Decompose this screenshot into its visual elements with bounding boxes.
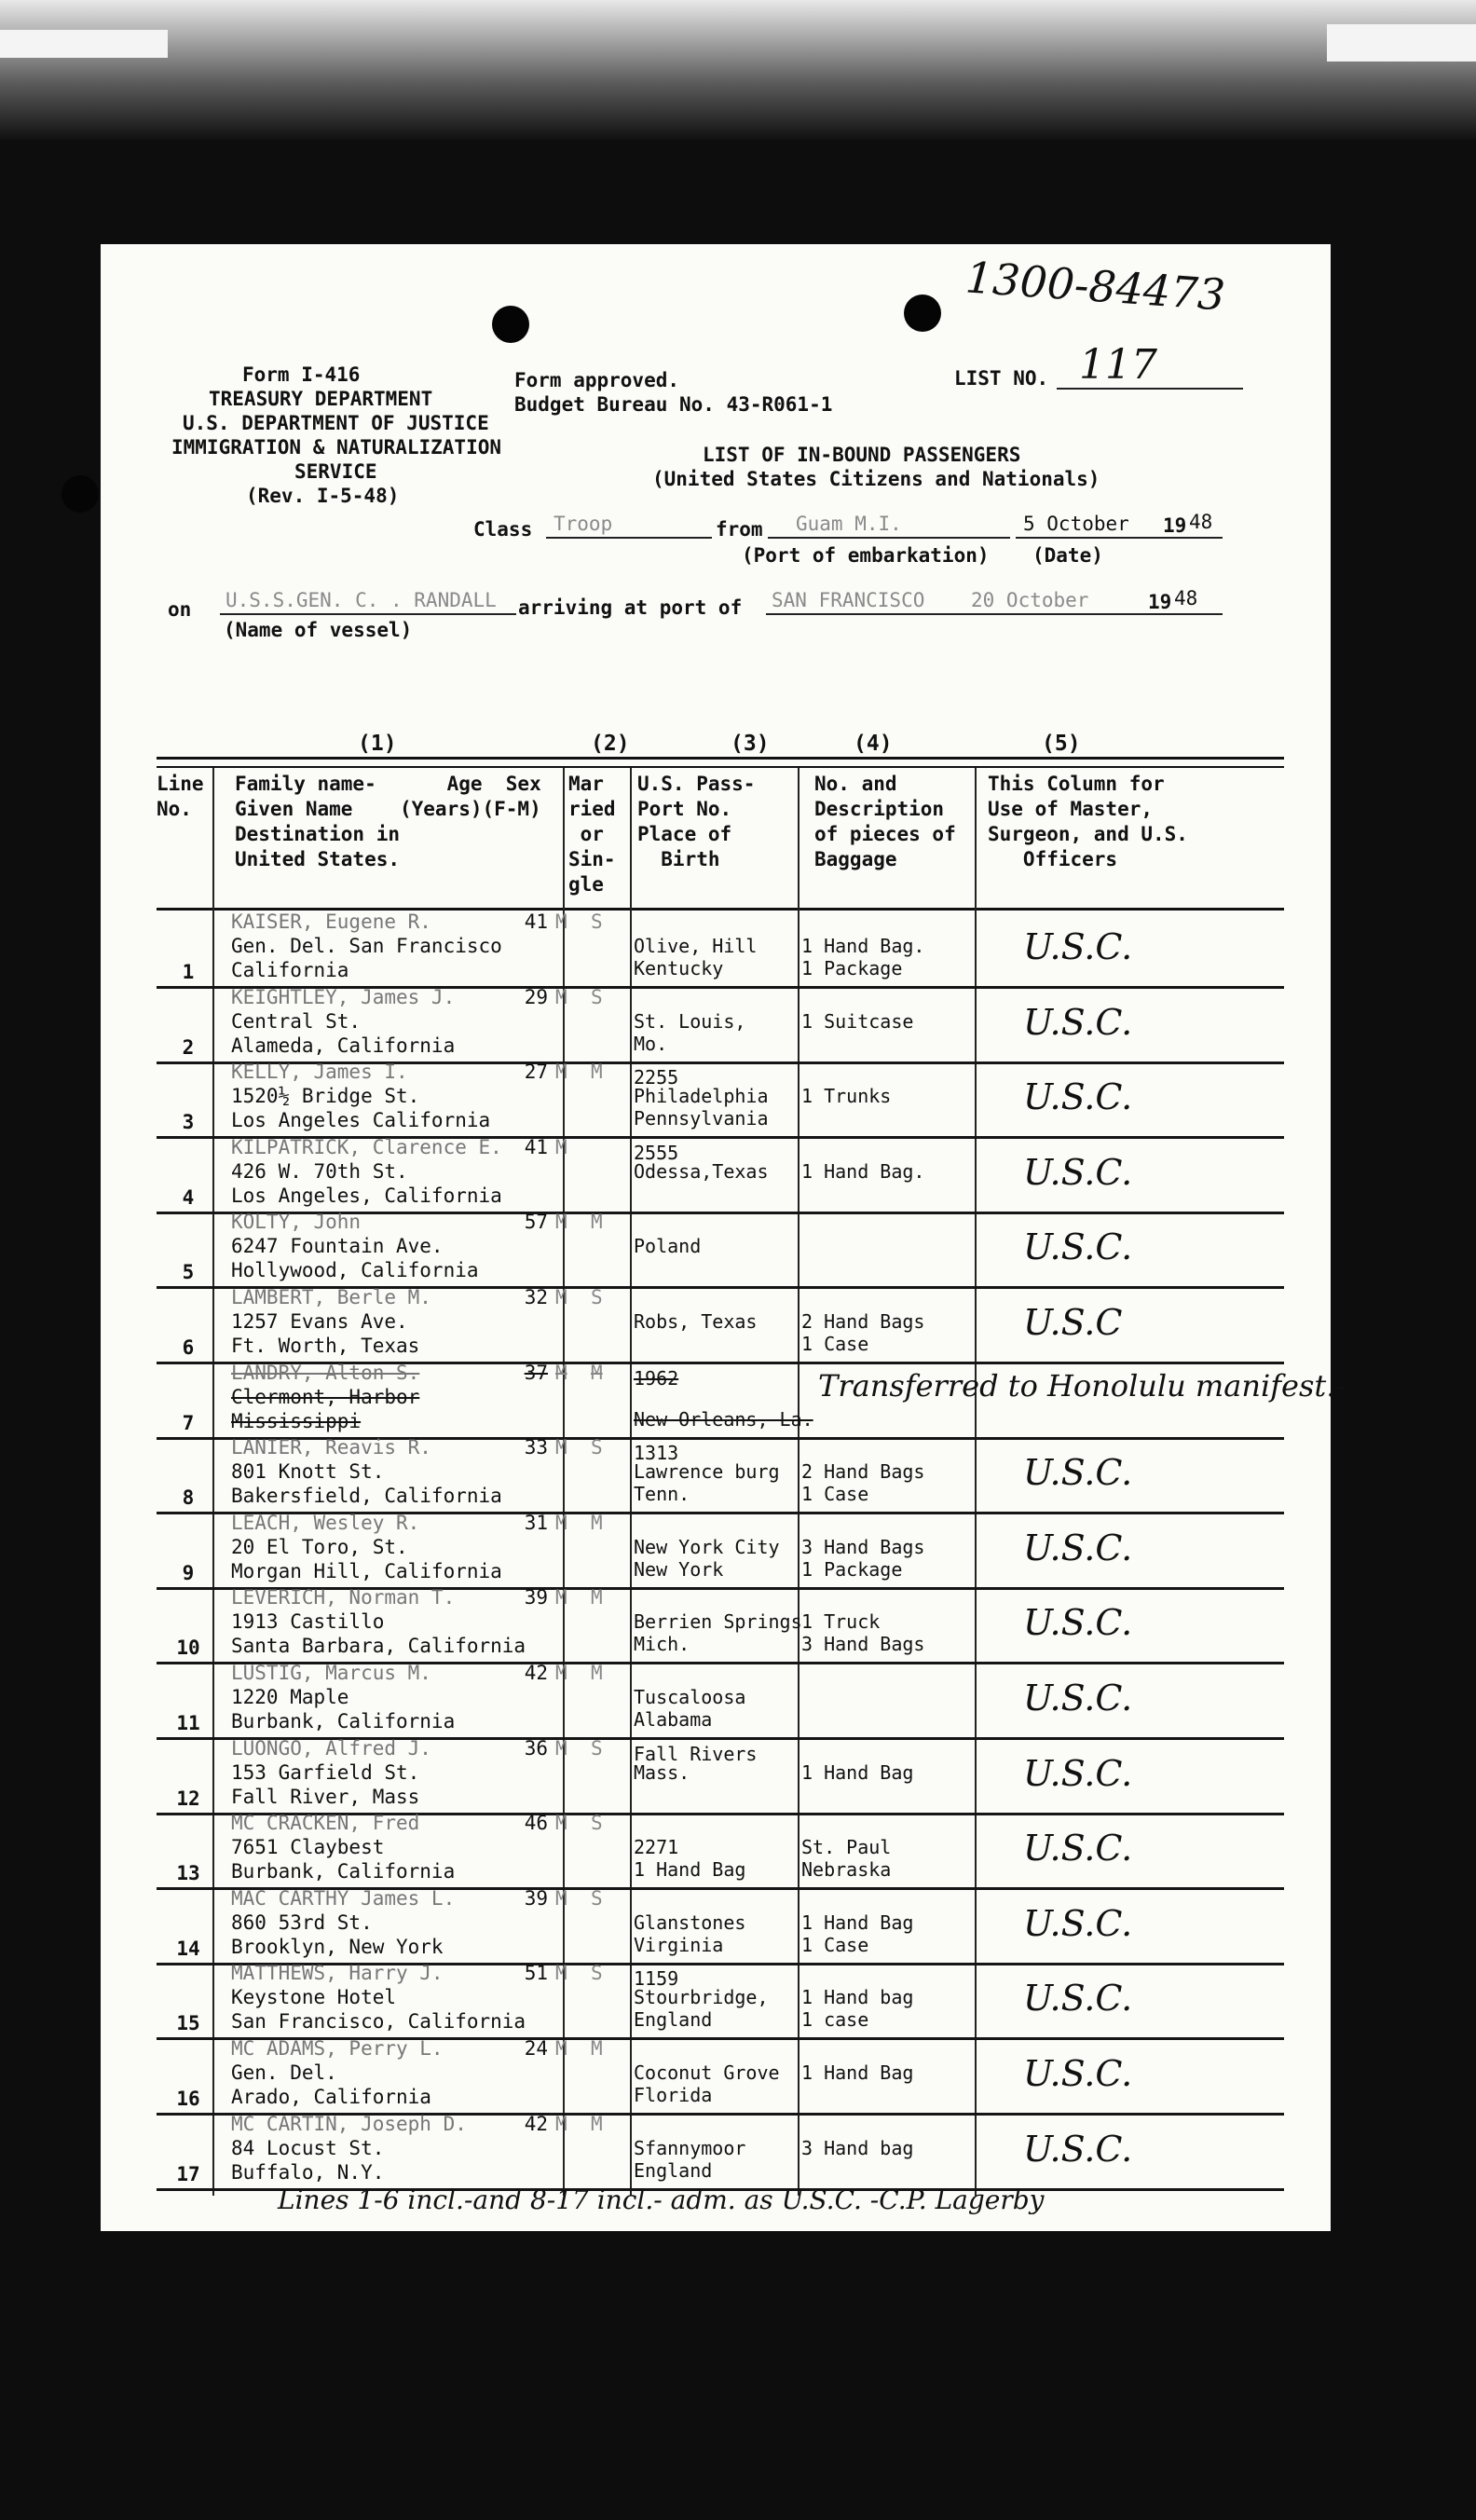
officer-mark: U.S.C. xyxy=(1023,1001,1133,1043)
place-of-birth: Coconut Grove xyxy=(634,2061,780,2084)
age: 51 xyxy=(524,1962,548,1985)
baggage: 1 Hand bag xyxy=(801,1986,914,2009)
age: 24 xyxy=(524,2037,548,2060)
table-top-rule xyxy=(157,757,1284,760)
baggage-extra: 1 case xyxy=(801,2008,869,2032)
line-number: 13 xyxy=(176,1862,200,1885)
marital-status: S xyxy=(591,1886,603,1910)
department-1: TREASURY DEPARTMENT xyxy=(209,388,433,410)
place-of-birth-state: New York xyxy=(634,1557,724,1581)
age: 37 xyxy=(524,1361,548,1384)
arrival-port: SAN FRANCISCO xyxy=(772,589,925,611)
vessel-underline xyxy=(220,613,516,615)
sex: M xyxy=(555,2112,567,2135)
table-row xyxy=(157,2038,1284,2116)
line-number: 1 xyxy=(182,961,195,983)
punch-hole xyxy=(62,475,99,513)
date-underline xyxy=(1016,537,1223,539)
street-address: 1913 Castillo xyxy=(231,1610,385,1634)
street-address: Central St. xyxy=(231,1009,362,1033)
officer-mark: U.S.C. xyxy=(1023,1678,1133,1719)
baggage-extra: 1 Package xyxy=(801,957,903,979)
baggage-extra: 1 Case xyxy=(801,1333,869,1355)
place-of-birth: Lawrence burg xyxy=(634,1460,780,1484)
table-row xyxy=(157,1513,1284,1590)
sex: M xyxy=(555,1662,567,1684)
family-name: LANIER, Reavis R. xyxy=(231,1436,431,1459)
line-number: 14 xyxy=(176,1937,200,1960)
street-address: 1220 Maple xyxy=(231,1686,349,1708)
table-row xyxy=(157,911,1284,989)
sex: M xyxy=(555,985,567,1008)
list-no-value: 117 xyxy=(1079,341,1157,389)
col-number-5: (5) xyxy=(1042,732,1081,756)
from-underline xyxy=(768,537,1010,539)
place-of-birth: Olive, Hill xyxy=(634,935,758,957)
line-number: 6 xyxy=(182,1336,195,1359)
sex: M xyxy=(555,1061,567,1084)
baggage: 1 Hand Bag. xyxy=(801,935,925,957)
street-address: Keystone Hotel xyxy=(231,1986,397,2009)
age: 29 xyxy=(524,985,548,1008)
place-of-birth: Tuscaloosa xyxy=(634,1686,746,1708)
department-2: U.S. DEPARTMENT OF JUSTICE xyxy=(183,412,489,434)
table-row xyxy=(157,1361,1346,1440)
place-of-birth: Sfannymoor xyxy=(634,2136,746,2159)
sex: M xyxy=(555,1812,567,1835)
transfer-note: Transferred to Honolulu manifest.- xyxy=(818,1367,1346,1404)
baggage: 1 Suitcase xyxy=(801,1009,914,1033)
place-of-birth-state: Florida xyxy=(634,2084,713,2106)
place-of-birth: St. Louis, xyxy=(634,1009,746,1033)
family-name: MATTHEWS, Harry J. xyxy=(231,1962,444,1985)
table-row xyxy=(157,2114,1284,2191)
passport-no: 1313 xyxy=(634,1442,679,1465)
place-of-birth-state: 1 Hand Bag xyxy=(634,1858,746,1882)
sex: M xyxy=(555,1361,567,1384)
sex: M xyxy=(555,1962,567,1985)
list-subtitle: (United States Citizens and Nationals) xyxy=(652,468,1100,490)
street-address: 1520½ Bridge St. xyxy=(231,1085,420,1108)
baggage: 1 Hand Bag xyxy=(801,2061,914,2084)
place-of-birth: Stourbridge, xyxy=(634,1986,769,2009)
arrival-year: 48 xyxy=(1174,587,1198,609)
marital-status: S xyxy=(591,985,603,1008)
date-value: 5 October xyxy=(1023,513,1129,535)
baggage: 1 Trunks xyxy=(801,1085,892,1108)
officer-mark: U.S.C. xyxy=(1023,1902,1133,1944)
vessel-caption: (Name of vessel) xyxy=(224,619,413,641)
sex: M xyxy=(555,1736,567,1760)
place-of-birth-state: Kentucky xyxy=(634,957,724,979)
form-number: Form I-416 xyxy=(242,363,361,386)
family-name: LUONGO, Alfred J. xyxy=(231,1736,431,1760)
officer-mark: U.S.C. xyxy=(1023,2053,1133,2094)
marital-status: M xyxy=(591,1061,603,1084)
on-label: on xyxy=(168,598,192,621)
col-passenger: Family name- Age Sex Given Name (Years)(F-M) Destination in United States. xyxy=(235,773,541,870)
place-of-birth-state: Mo. xyxy=(634,1032,668,1055)
age: 42 xyxy=(524,2112,548,2135)
officer-mark: U.S.C. xyxy=(1023,1602,1133,1644)
table-row xyxy=(157,1963,1284,2040)
place-of-birth-state: Tenn. xyxy=(634,1483,690,1506)
department-4: SERVICE xyxy=(294,460,377,483)
marital-status: S xyxy=(591,911,603,933)
street-address: 426 W. 70th St. xyxy=(231,1159,408,1183)
table-row xyxy=(157,1287,1284,1364)
family-name: KEIGHTLEY, James J. xyxy=(231,985,456,1008)
file-number: 1300-84473 xyxy=(964,252,1227,321)
vessel-value: U.S.S.GEN. C. . RANDALL xyxy=(226,589,497,611)
street-address: 1257 Evans Ave. xyxy=(231,1310,408,1333)
age: 32 xyxy=(524,1286,548,1308)
destination: Santa Barbara, California xyxy=(231,1635,526,1658)
officer-mark: U.S.C xyxy=(1023,1302,1123,1343)
family-name: MC CRACKEN, Fred xyxy=(231,1812,420,1835)
passport-no: 1962 xyxy=(634,1366,679,1390)
age: 31 xyxy=(524,1511,548,1534)
officer-mark: U.S.C. xyxy=(1023,1752,1133,1794)
place-of-birth-state: New Orleans, La. xyxy=(634,1407,813,1431)
family-name: LANDRY, Alton S. xyxy=(231,1361,420,1384)
punch-hole xyxy=(904,294,941,332)
destination: California xyxy=(231,959,349,981)
line-number: 15 xyxy=(176,2012,200,2035)
place-of-birth-state: England xyxy=(634,2158,713,2182)
date-caption: (Date) xyxy=(1032,544,1103,567)
place-of-birth: Poland xyxy=(634,1235,702,1258)
col-passport: U.S. Pass- Port No. Place of Birth xyxy=(637,773,756,870)
place-of-birth: Odessa,Texas xyxy=(634,1159,769,1183)
family-name: LAMBERT, Berle M. xyxy=(231,1286,431,1308)
age: 39 xyxy=(524,1586,548,1609)
destination: Hollywood, California xyxy=(231,1259,479,1282)
passport-no: Fall Rivers xyxy=(634,1742,758,1765)
from-label: from xyxy=(716,518,763,541)
list-no-label: LIST NO. xyxy=(954,367,1049,390)
table-row xyxy=(157,1813,1284,1890)
baggage: 2 Hand Bags xyxy=(801,1460,925,1484)
marital-status: M xyxy=(591,1361,603,1384)
family-name: MAC CARTHY James L. xyxy=(231,1886,456,1910)
family-name: KAISER, Eugene R. xyxy=(231,911,431,933)
col-officers: This Column for Use of Master, Surgeon, and U.S. Officers xyxy=(988,773,1188,870)
destination: Fall River, Mass xyxy=(231,1785,420,1808)
street-address: 860 53rd St. xyxy=(231,1911,373,1934)
footer-note: Lines 1-6 incl.-and 8-17 incl.- adm. as U.S.C. -C.P. Lagerby xyxy=(278,2184,1045,2215)
family-name: KOLTY, John xyxy=(231,1211,362,1234)
sex: M xyxy=(555,1211,567,1234)
marital-status: M xyxy=(591,2112,603,2135)
class-value: Troop xyxy=(554,513,613,535)
destination: Los Angeles California xyxy=(231,1109,491,1132)
arrival-date: 20 October xyxy=(971,589,1089,611)
place-of-birth: Mass. xyxy=(634,1760,690,1784)
officer-mark: U.S.C. xyxy=(1023,926,1133,967)
marital-status: S xyxy=(591,1962,603,1985)
marital-status: S xyxy=(591,1286,603,1308)
col-number-3: (3) xyxy=(731,732,770,756)
line-number: 9 xyxy=(182,1561,195,1584)
port-caption: (Port of embarkation) xyxy=(742,544,990,567)
baggage: 1 Hand Bag. xyxy=(801,1159,925,1183)
destination: Alameda, California xyxy=(231,1034,456,1057)
street-address: 153 Garfield St. xyxy=(231,1760,420,1784)
department-3: IMMIGRATION & NATURALIZATION xyxy=(171,436,502,459)
place-of-birth: Glanstones xyxy=(634,1911,746,1934)
scan-artifact xyxy=(1327,24,1476,62)
budget-bureau: Budget Bureau No. 43-R061-1 xyxy=(514,393,833,416)
place-of-birth: 2271 xyxy=(634,1836,679,1859)
manifest-page xyxy=(101,244,1346,2231)
year-prefix: 19 xyxy=(1163,514,1187,537)
baggage-extra: 1 Package xyxy=(801,1557,903,1581)
destination: Burbank, California xyxy=(231,1710,456,1732)
col-number-2: (2) xyxy=(591,732,630,756)
line-number: 2 xyxy=(182,1035,195,1059)
family-name: MC CARTIN, Joseph D. xyxy=(231,2112,467,2135)
destination: Buffalo, N.Y. xyxy=(231,2160,385,2184)
age: 36 xyxy=(524,1736,548,1760)
officer-mark: U.S.C. xyxy=(1023,1978,1133,2020)
destination: San Francisco, California xyxy=(231,2010,526,2034)
street-address: Gen. Del. San Francisco xyxy=(231,935,502,957)
destination: Bakersfield, California xyxy=(231,1485,502,1508)
line-number: 10 xyxy=(176,1637,200,1660)
street-address: 84 Locust St. xyxy=(231,2136,385,2159)
marital-status: S xyxy=(591,1736,603,1760)
from-value: Guam M.I. xyxy=(796,513,902,535)
baggage-extra: 1 Case xyxy=(801,1933,869,1956)
table-row xyxy=(157,1587,1284,1664)
destination: Ft. Worth, Texas xyxy=(231,1335,420,1357)
line-number: 11 xyxy=(176,1712,200,1734)
list-no-underline xyxy=(1057,388,1243,390)
scan-top-band xyxy=(0,0,1476,140)
marital-status: S xyxy=(591,1812,603,1835)
arrival-year-prefix: 19 xyxy=(1148,591,1172,613)
line-number: 5 xyxy=(182,1261,195,1284)
line-number: 16 xyxy=(176,2088,200,2110)
age: 57 xyxy=(524,1211,548,1234)
place-of-birth-state: Mich. xyxy=(634,1633,690,1656)
sex: M xyxy=(555,911,567,933)
sex: M xyxy=(555,2037,567,2060)
officer-mark: U.S.C. xyxy=(1023,1151,1133,1193)
sex: M xyxy=(555,1436,567,1459)
punch-hole xyxy=(492,306,529,343)
col-baggage: No. and Description of pieces of Baggage xyxy=(814,773,956,870)
street-address: 7651 Claybest xyxy=(231,1836,385,1859)
officer-mark: U.S.C. xyxy=(1023,1527,1133,1568)
age: 33 xyxy=(524,1436,548,1459)
street-address: 6247 Fountain Ave. xyxy=(231,1235,444,1258)
table-row xyxy=(157,987,1284,1064)
table-row xyxy=(157,1137,1284,1214)
place-of-birth-state: Pennsylvania xyxy=(634,1107,769,1130)
line-number: 12 xyxy=(176,1787,200,1810)
marital-status: M xyxy=(591,1211,603,1234)
place-of-birth: Philadelphia xyxy=(634,1085,769,1108)
baggage-extra: Nebraska xyxy=(801,1858,892,1882)
sex: M xyxy=(555,1511,567,1534)
sex: M xyxy=(555,1586,567,1609)
revision: (Rev. I-5-48) xyxy=(246,485,400,507)
sex: M xyxy=(555,1286,567,1308)
baggage: 3 Hand bag xyxy=(801,2136,914,2159)
place-of-birth: New York City xyxy=(634,1535,780,1558)
sex: M xyxy=(555,1135,567,1158)
street-address: 20 El Toro, St. xyxy=(231,1535,408,1558)
destination: Brooklyn, New York xyxy=(231,1935,444,1958)
table-row xyxy=(157,1061,1284,1139)
age: 42 xyxy=(524,1662,548,1684)
family-name: LUSTIG, Marcus M. xyxy=(231,1662,431,1684)
destination: Arado, California xyxy=(231,2086,431,2108)
line-number: 3 xyxy=(182,1111,195,1134)
passport-no: 2555 xyxy=(634,1141,679,1164)
officer-mark: U.S.C. xyxy=(1023,1452,1133,1494)
marital-status: S xyxy=(591,1436,603,1459)
class-label: Class xyxy=(473,518,533,541)
age: 41 xyxy=(524,911,548,933)
place-of-birth-state: England xyxy=(634,2008,713,2032)
table-row xyxy=(157,1738,1284,1815)
list-title: LIST OF IN-BOUND PASSENGERS xyxy=(703,444,1021,466)
family-name: LEVERICH, Norman T. xyxy=(231,1586,456,1609)
marital-status: M xyxy=(591,2037,603,2060)
age: 46 xyxy=(524,1812,548,1835)
street-address: Clermont, Harbor xyxy=(231,1385,420,1408)
baggage: 1 Hand Bag xyxy=(801,1760,914,1784)
table-row xyxy=(157,1437,1284,1514)
col-number-4: (4) xyxy=(854,732,893,756)
sex: M xyxy=(555,1886,567,1910)
table-row xyxy=(157,1663,1284,1740)
class-underline xyxy=(546,537,712,539)
street-address: Gen. Del. xyxy=(231,2061,337,2084)
baggage-extra: 3 Hand Bags xyxy=(801,1633,925,1656)
age: 39 xyxy=(524,1886,548,1910)
age: 41 xyxy=(524,1135,548,1158)
table-row xyxy=(157,1212,1284,1289)
arriving-label: arriving at port of xyxy=(518,596,743,619)
marital-status: M xyxy=(591,1662,603,1684)
col-marital: Mar ried or Sin- gle xyxy=(568,773,616,896)
officer-mark: U.S.C. xyxy=(1023,1828,1133,1869)
place-of-birth-state: Alabama xyxy=(634,1708,713,1731)
baggage: 1 Truck xyxy=(801,1610,881,1634)
family-name: MC ADAMS, Perry L. xyxy=(231,2037,444,2060)
destination: Los Angeles, California xyxy=(231,1184,502,1207)
arrival-underline xyxy=(766,613,1223,615)
officer-mark: U.S.C. xyxy=(1023,1226,1133,1268)
passport-no: 1159 xyxy=(634,1967,679,1991)
marital-status: M xyxy=(591,1586,603,1609)
destination: Burbank, California xyxy=(231,1860,456,1883)
baggage-extra: 1 Case xyxy=(801,1483,869,1506)
family-name: KELLY, James I. xyxy=(231,1061,408,1084)
baggage: 1 Hand Bag xyxy=(801,1911,914,1934)
baggage: 2 Hand Bags xyxy=(801,1310,925,1333)
officer-mark: U.S.C. xyxy=(1023,1076,1133,1118)
table-top-rule-2 xyxy=(157,766,1284,768)
destination: Morgan Hill, California xyxy=(231,1559,502,1582)
destination: Mississippi xyxy=(231,1409,362,1432)
place-of-birth: Robs, Texas xyxy=(634,1310,758,1333)
passport-no: 2255 xyxy=(634,1066,679,1089)
family-name: KILPATRICK, Clarence E. xyxy=(231,1135,502,1158)
marital-status: M xyxy=(591,1511,603,1534)
officer-mark: U.S.C. xyxy=(1023,2128,1133,2170)
col-number-1: (1) xyxy=(358,732,397,756)
form-approved: Form approved. xyxy=(514,369,680,391)
place-of-birth-state: Virginia xyxy=(634,1933,724,1956)
baggage: 3 Hand Bags xyxy=(801,1535,925,1558)
place-of-birth: Berrien Springs xyxy=(634,1610,802,1634)
line-number: 17 xyxy=(176,2162,200,2185)
line-number: 8 xyxy=(182,1486,195,1510)
line-number: 7 xyxy=(182,1411,195,1434)
age: 27 xyxy=(524,1061,548,1084)
table-row xyxy=(157,1888,1284,1965)
baggage: St. Paul xyxy=(801,1836,892,1859)
line-number: 4 xyxy=(182,1185,195,1209)
family-name: LEACH, Wesley R. xyxy=(231,1511,420,1534)
street-address: 801 Knott St. xyxy=(231,1460,385,1484)
scan-artifact xyxy=(0,30,168,58)
year-value: 48 xyxy=(1189,511,1213,533)
col-line-no: Line No. xyxy=(157,773,204,820)
